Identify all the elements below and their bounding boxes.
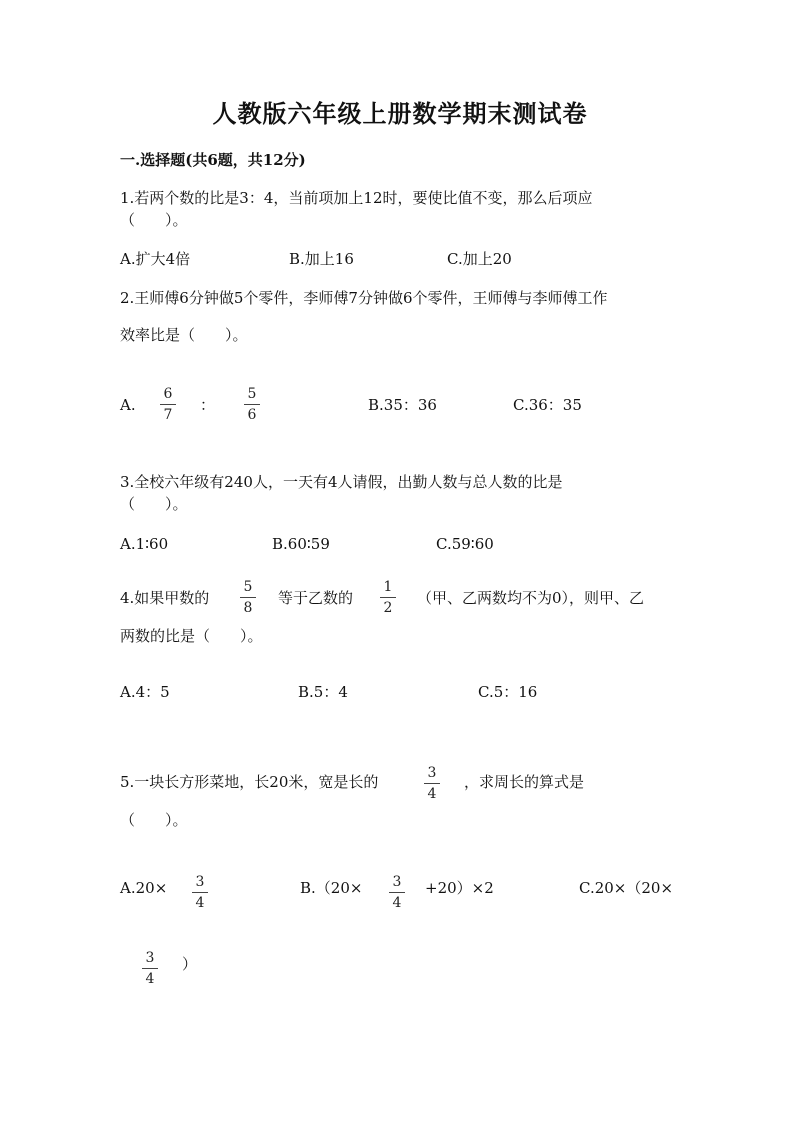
fraction-denominator: 6: [247, 407, 257, 423]
fraction-numerator: 1: [383, 579, 393, 595]
q2-stem-line2: 效率比是（ ）。: [120, 326, 248, 344]
q3-option-c: C.59∶60: [436, 535, 494, 553]
q3-stem-line1: 3.全校六年级有240人，一天有4人请假，出勤人数与总人数的比是: [120, 473, 563, 491]
page-title: 人教版六年级上册数学期末测试卷: [212, 99, 588, 128]
q5-option-c-text: C.20×（20×: [579, 879, 674, 897]
q5-option-c-tail: ）: [182, 955, 198, 973]
section-heading: 一.选择题(共6题，共12分): [120, 151, 306, 169]
q5-option-c-fraction: [139, 950, 161, 987]
fraction-bar: [192, 892, 208, 893]
fraction-denominator: 4: [392, 895, 402, 911]
q4-stem-middle: 等于乙数的: [278, 589, 354, 607]
fraction-numerator: 3: [145, 950, 155, 966]
fraction-bar: [389, 892, 405, 893]
fraction-denominator: 4: [427, 786, 437, 802]
q2-option-a-prefix: A.: [120, 396, 136, 414]
q2-option-c: C.36：35: [513, 396, 582, 414]
q5-option-b-text-end: +20）×2: [425, 879, 494, 897]
fraction-denominator: 2: [383, 600, 393, 616]
q5-fraction: [421, 765, 443, 802]
fraction-numerator: 5: [247, 386, 257, 402]
fraction-denominator: 8: [243, 600, 253, 616]
fraction-bar: [240, 597, 256, 598]
fraction-bar: [142, 968, 158, 969]
q5-stem-prefix: 5.一块长方形菜地，长20米，宽是长的: [120, 773, 379, 791]
q1-option-b: B.加上16: [289, 250, 354, 268]
q2-option-a-fraction-1: [157, 386, 179, 423]
q4-stem-line2: 两数的比是（ ）。: [120, 627, 263, 645]
q1-stem-line2: （ ）。: [120, 211, 188, 229]
q4-option-a: A.4：5: [120, 683, 170, 701]
fraction-numerator: 5: [243, 579, 253, 595]
q1-option-c: C.加上20: [447, 250, 512, 268]
q1-option-a: A.扩大4倍: [120, 250, 191, 268]
q4-fraction-2: [377, 579, 399, 616]
q3-option-b: B.60∶59: [272, 535, 330, 553]
fraction-bar: [160, 404, 176, 405]
fraction-bar: [380, 597, 396, 598]
q5-option-a-fraction: [189, 874, 211, 911]
q1-stem-line1: 1.若两个数的比是3：4，当前项加上12时，要使比值不变，那么后项应: [120, 189, 593, 207]
fraction-bar: [424, 783, 440, 784]
q3-option-a: A.1∶60: [120, 535, 169, 553]
q2-stem-line1: 2.王师傅6分钟做5个零件，李师傅7分钟做6个零件，王师傅与李师傅工作: [120, 289, 608, 307]
q2-option-a-colon: ：: [200, 396, 216, 414]
fraction-bar: [244, 404, 260, 405]
fraction-denominator: 7: [163, 407, 173, 423]
q4-option-c: C.5：16: [478, 683, 538, 701]
q4-stem-suffix: （甲、乙两数均不为0），则甲、乙: [417, 589, 645, 607]
q5-option-a-text: A.20×: [120, 879, 168, 897]
q4-stem-prefix: 4.如果甲数的: [120, 589, 210, 607]
fraction-denominator: 4: [145, 971, 155, 987]
fraction-numerator: 6: [163, 386, 173, 402]
fraction-numerator: 3: [195, 874, 205, 890]
q5-stem-line2: （ ）。: [120, 811, 188, 829]
fraction-numerator: 3: [427, 765, 437, 781]
q4-option-b: B.5：4: [298, 683, 348, 701]
q3-stem-line2: （ ）。: [120, 495, 188, 513]
fraction-numerator: 3: [392, 874, 402, 890]
q5-option-b-text-start: B.（20×: [300, 879, 363, 897]
fraction-denominator: 4: [195, 895, 205, 911]
q2-option-b: B.35：36: [368, 396, 437, 414]
q5-stem-suffix: ，求周长的算式是: [464, 773, 585, 791]
q2-option-a-fraction-2: [241, 386, 263, 423]
q4-fraction-1: [237, 579, 259, 616]
q5-option-b-fraction: [386, 874, 408, 911]
